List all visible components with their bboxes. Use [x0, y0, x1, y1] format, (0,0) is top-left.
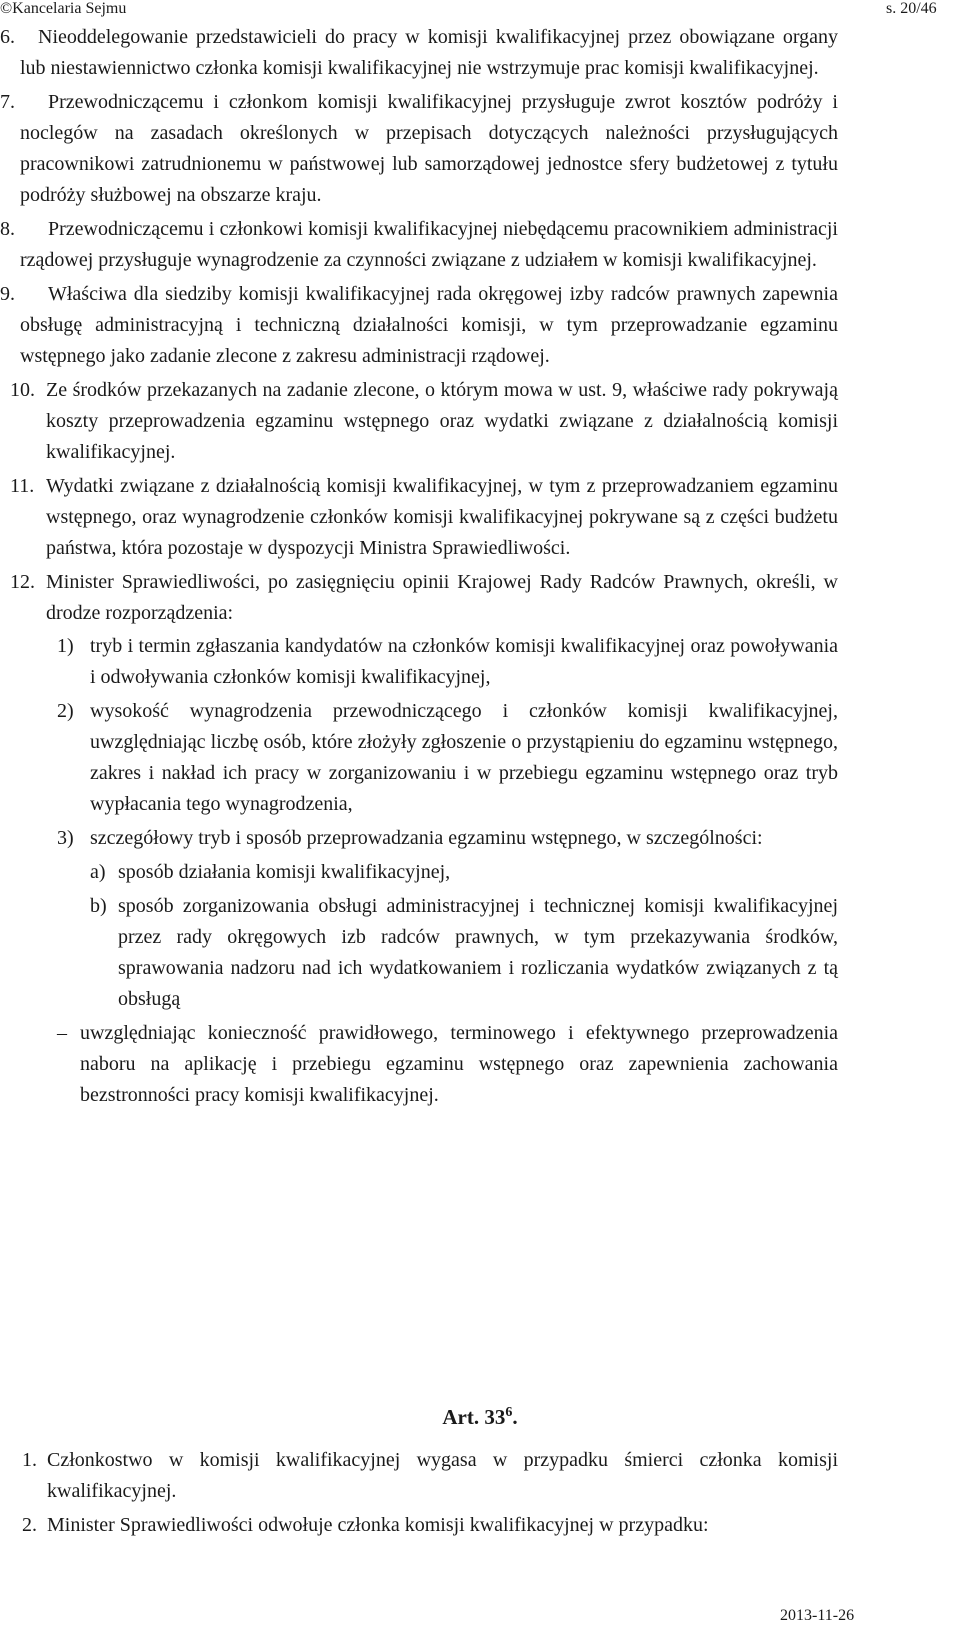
article-paragraph-1: [0, 1445, 838, 1507]
article-body: [0, 1445, 960, 1541]
article-superscript: 6: [505, 1405, 513, 1420]
paragraph-text: Ze środków przekazanych na zadanie zlecone, o którym mowa w ust. 9, właściwe rady pokrywają koszty przeprowadzenia egzaminu wstępnego oraz wydatki związane z działalnością komisji kwalifikacyjnej.: [46, 379, 838, 463]
paragraph-number: 12.: [10, 571, 35, 593]
paragraph-12: [0, 567, 838, 629]
letter-a: [0, 857, 838, 888]
letter-b: [0, 891, 838, 1015]
paragraph-text: Nieoddelegowanie przedstawicieli do pracy w komisji kwalifikacyjnej przez obowiązane organy lub niestawiennictwo członka komisji kwalifikacyjnej nie wstrzymuje prac komisji kwalifikacyjnej.: [20, 26, 838, 79]
paragraph-text: Minister Sprawiedliwości, po zasięgnięciu opinii Krajowej Rady Radców Prawnych, określi, w drodze rozporządzenia:: [46, 571, 838, 624]
paragraph-6: [0, 22, 838, 84]
letter-number: b): [90, 895, 107, 917]
paragraph-8: [0, 214, 838, 276]
paragraph-text: Minister Sprawiedliwości odwołuje członka komisji kwalifikacyjnej w przypadku:: [47, 1514, 709, 1536]
paragraph-text: Członkostwo w komisji kwalifikacyjnej wygasa w przypadku śmierci członka komisji kwalifikacyjnej.: [47, 1449, 838, 1502]
point-3: [0, 823, 838, 854]
point-number: 3): [57, 827, 74, 849]
letter-text: sposób zorganizowania obsługi administracyjnej i technicznej komisji kwalifikacyjnej przez rady okręgowych izb radców prawnych, w tym przekazywania środków, sprawowania nadzoru nad ich wydatkowaniem i rozliczania wydatków związanych z tą obsługą: [118, 895, 838, 1010]
article-heading: [0, 1403, 960, 1431]
paragraph-number: 7.: [0, 91, 15, 113]
paragraph-number: 2.: [22, 1514, 37, 1536]
paragraph-11: [0, 471, 838, 564]
document-body: [0, 22, 960, 1111]
paragraph-text: Wydatki związane z działalnością komisji kwalifikacyjnej, w tym z przeprowadzaniem egzaminu wstępnego, oraz wynagrodzenie członków komisji kwalifikacyjnej pokrywane są z części budżetu państwa, która pozostaje w dyspozycji Ministra Sprawiedliwości.: [46, 475, 838, 559]
paragraph-number: 1.: [22, 1449, 37, 1471]
paragraph-number: 6.: [0, 26, 15, 48]
paragraph-text: Przewodniczącemu i członkom komisji kwalifikacyjnej przysługuje zwrot kosztów podróży i noclegów na zasadach określonych w przepisach dotyczących należności przysługujących pracownikowi zatrudnionemu w państwowej lub samorządowej jednostce sfery budżetowej z tytułu podróży służbowej na obszarze kraju.: [20, 91, 838, 206]
point-text: szczegółowy tryb i sposób przeprowadzania egzaminu wstępnego, w szczególności:: [90, 827, 763, 849]
paragraph-number: 10.: [10, 379, 35, 401]
article-label: Art. 33: [442, 1405, 506, 1429]
article-dot: .: [512, 1405, 518, 1429]
closing-text: uwzględniając konieczność prawidłowego, terminowego i efektywnego przeprowadzenia naboru na aplikację i przebiegu egzaminu wstępnego oraz zapewnienia zachowania bezstronności pracy komisji kwalifikacyjnej.: [80, 1022, 838, 1106]
paragraph-9: [0, 279, 838, 372]
copyright-label: ©Kancelaria Sejmu: [0, 0, 127, 17]
letter-text: sposób działania komisji kwalifikacyjnej,: [118, 861, 451, 883]
closing-clause: [0, 1018, 838, 1111]
paragraph-number: 9.: [0, 283, 15, 305]
page-number: s. 20/46: [886, 0, 937, 17]
point-text: wysokość wynagrodzenia przewodniczącego i członków komisji kwalifikacyjnej, uwzględniając liczbę osób, które złożyły zgłoszenie o przystąpieniu do egzaminu wstępnego, zakres i nakład ich pracy w zorganizowaniu i w przebiegu egzaminu wstępnego oraz tryb wypłacania tego wynagrodzenia,: [90, 700, 838, 815]
paragraph-number: 8.: [0, 218, 15, 240]
paragraph-text: Właściwa dla siedziby komisji kwalifikacyjnej rada okręgowej izby radców prawnych zapewnia obsługę administracyjną i techniczną działalności komisji, w tym przeprowadzanie egzaminu wstępnego jako zadanie zlecone z zakresu administracji rządowej.: [20, 283, 838, 367]
paragraph-10: [0, 375, 838, 468]
point-1: [0, 631, 838, 693]
article-paragraph-2: [0, 1510, 838, 1541]
closing-dash: –: [57, 1022, 67, 1044]
letter-number: a): [90, 861, 106, 883]
paragraph-text: Przewodniczącemu i członkowi komisji kwalifikacyjnej niebędącemu pracownikiem administracji rządowej przysługuje wynagrodzenie za czynności związane z udziałem w komisji kwalifikacyjnej.: [20, 218, 838, 271]
point-number: 2): [57, 700, 74, 722]
point-2: [0, 696, 838, 820]
paragraph-7: [0, 87, 838, 211]
paragraph-number: 11.: [10, 475, 35, 497]
point-number: 1): [57, 635, 74, 657]
document-date: 2013-11-26: [780, 1607, 855, 1624]
point-text: tryb i termin zgłaszania kandydatów na członków komisji kwalifikacyjnej oraz powoływania i odwoływania członków komisji kwalifikacyjnej,: [90, 635, 838, 688]
